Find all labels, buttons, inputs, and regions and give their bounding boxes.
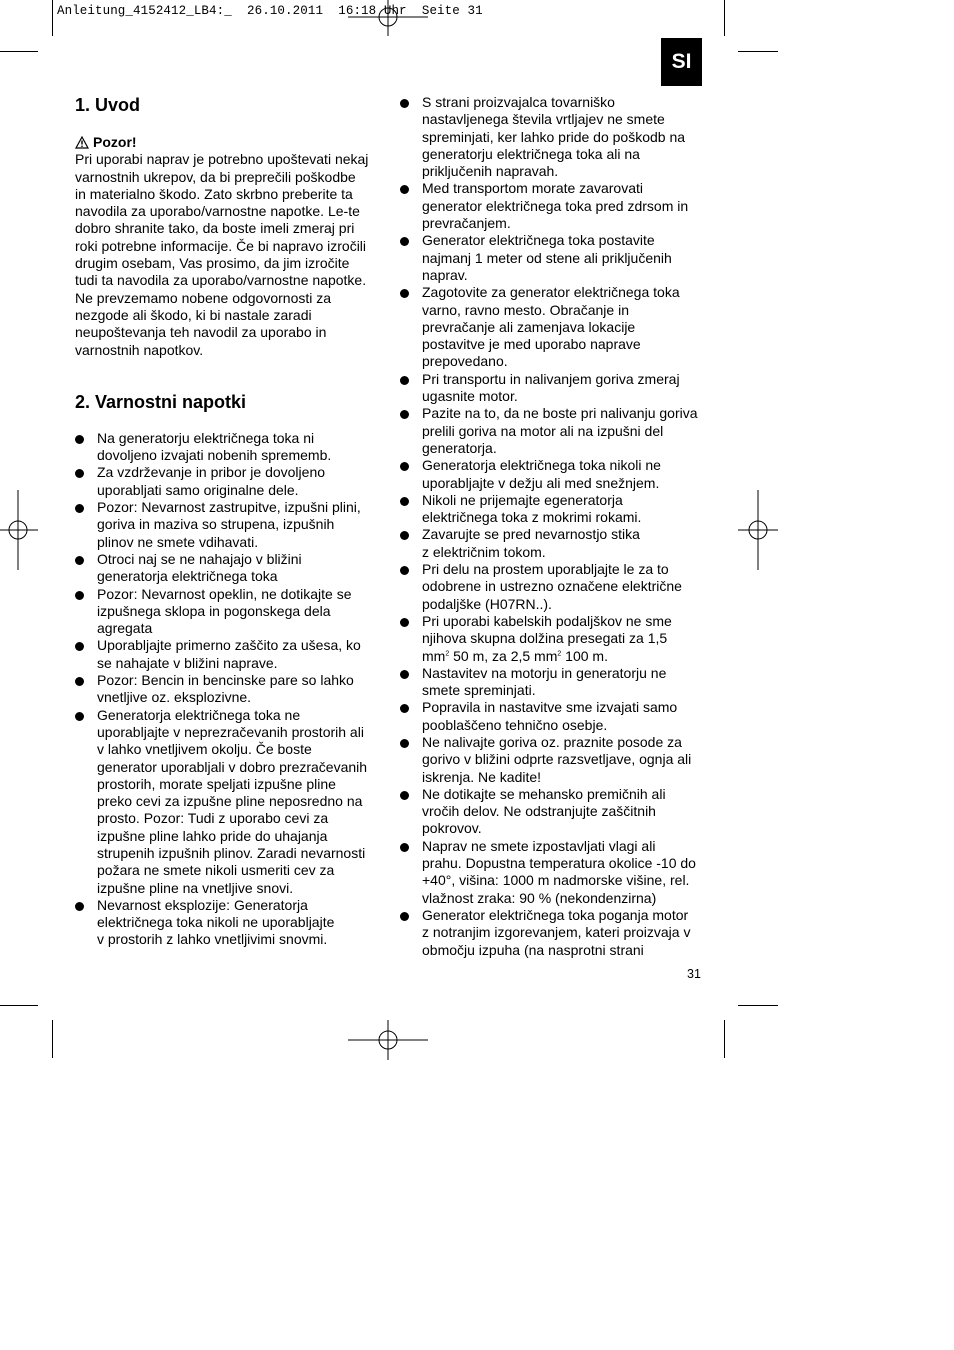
list-item [400,786,705,838]
list-item-line: Med transportom morate zavarovati [422,180,643,197]
bullet-dot [75,902,84,911]
intro-line: varnostnih napotkov. [75,341,204,358]
list-item-line: Generatorja električnega toka ne [97,706,301,723]
list-item-line: Pri delu na prostem uporabljajte le za to [422,561,669,578]
list-item [400,734,705,786]
bullet-dot [400,99,409,108]
list-item-line: goriva in maziva so strupena, izpušnih [97,516,335,533]
list-item-line: gorivo v bližini odprte razsvetljave, ognja ali [422,751,692,768]
list-item [400,232,705,284]
list-item-line: odobrene in ustrezno označene električne [422,578,682,595]
list-item-line: požara ne smete nikoli usmeriti cev za [97,862,335,879]
list-item-line: nastavljenega števila vrtljajev ne smete [422,111,665,128]
list-item-line: Otroci naj se ne nahajajo v bližini [97,550,302,567]
list-item [75,707,377,897]
intro-line: nezgode ali škodo, ki bi nastale zaradi [75,306,312,323]
intro-line: Pri uporabi naprav je potrebno upoštevati nekaj [75,151,369,168]
intro-line: varnostnih ukrepov, da bi preprečili poškodbe [75,168,356,185]
list-item-line: Ne dotikajte se mehansko premičnih ali [422,785,666,802]
bullet-dot [75,677,84,686]
right-column [400,94,705,959]
list-item-line: naprav. [422,266,468,283]
list-item-line: pooblaščeno tehnično osebje. [422,716,608,733]
safety-list-right-after [400,665,705,959]
bullet-dot [75,712,84,721]
warning-triangle-icon [75,136,89,149]
list-item [400,457,705,492]
bullet-dot [400,376,409,385]
intro-line: drugim osebam, Vas prosimo, da jim izročite [75,255,350,272]
list-item-line: Zavarujte se pred nevarnostjo stika [422,526,640,543]
list-item-line: plinov ne smete vdihavati. [97,533,259,550]
bullet-dot [400,462,409,471]
list-item [75,672,377,707]
list-item-line: generator uporabljali v dobro prezračevanih [97,758,368,775]
list-item [400,371,705,406]
list-item-line: dovoljeno izvajati nobenih sprememb. [97,447,332,464]
list-item-line: pokrovov. [422,820,482,837]
bullet-dot [75,642,84,651]
bullet-dot [400,185,409,194]
list-item-line: izpušne pline lahko pride do uhajanja [97,827,328,844]
list-item [75,551,377,586]
bullet-dot [400,704,409,713]
list-item-line: z električnim tokom. [422,543,546,560]
crop-mark [52,1020,53,1058]
list-item-line: Pozor: Bencin in bencinske pare so lahko [97,672,354,689]
list-item-line: Generatorja električnega toka nikoli ne [422,457,661,474]
bullet-dot [400,618,409,627]
list-item-line: v prostorih z lahko vnetljivimi snovmi. [97,931,328,948]
list-item-line: Za vzdrževanje in pribor je dovoljeno [97,464,326,481]
intro-line: neupoštevanja teh navodil za uporabo in [75,324,327,341]
list-item-line: Zagotovite za generator električnega toka [422,284,680,301]
list-item-line: Pozor: Nevarnost opeklin, ne dotikajte se [97,585,352,602]
registration-mark-left [0,490,38,570]
list-item [400,284,705,370]
list-item [400,94,705,180]
list-item [75,637,377,672]
list-item [75,430,377,465]
superscript: 2 [557,649,562,657]
list-item-line: Nevarnost eksplozije: Generatorja [97,896,308,913]
list-item-line: Generator električnega toka postavite [422,232,655,249]
list-item-line: Pazite na to, da ne boste pri nalivanju goriva [422,405,698,422]
registration-mark-right [738,490,778,570]
list-item [400,613,705,665]
list-item [75,499,377,551]
bullet-dot [75,591,84,600]
section-title-safety: 2. Varnostni napotki [75,391,247,412]
bullet-dot [400,566,409,575]
list-item-line: prevračanjem. [422,215,511,232]
list-item [400,838,705,907]
list-item-line: najmanj 1 meter od stene ali priključenih [422,249,672,266]
bullet-dot [75,504,84,513]
bullet-dot [400,497,409,506]
bullet-dot [400,237,409,246]
warning-title: Pozor! [93,134,137,150]
list-item [400,699,705,734]
list-item [400,907,705,959]
list-item-line: izpušnega sklopa in pogonskega dela [97,602,331,619]
list-item-line: uporabljajte v dežju ali med snežnjem. [422,474,660,491]
bullet-dot [400,791,409,800]
list-item-line: električnega toka z mokrimi rokami. [422,509,642,526]
list-item-line: območju izpuha (na nasprotni strani [422,941,644,958]
list-item-line: uporabljati samo originalne dele. [97,481,299,498]
safety-list-left [75,430,377,949]
list-item-line: spreminjati, ker lahko pride do poškodb na [422,128,686,145]
list-item-line: 100 m. [561,647,608,664]
list-item [75,897,377,949]
language-badge: SI [661,38,702,86]
list-item-line: vročih delov. Ne odstranjujte zaščitnih [422,803,656,820]
list-item-line: Generator električnega toka poganja motor [422,906,689,923]
intro-line: navodila za uporabo/varnostne napotke. Le-te [75,203,360,220]
list-item-line: prevračanje ali zamenjava lokacije [422,318,636,335]
bullet-dot [75,469,84,478]
list-item-line: Pozor: Nevarnost zastrupitve, izpušni plini, [97,499,361,516]
intro-paragraph [75,151,377,359]
bullet-dot [400,531,409,540]
list-item [400,526,705,561]
bullet-dot [400,670,409,679]
list-item-line: vlažnost zraka: 90 % (nekondenzirna) [422,889,657,906]
intro-line: roki potrebne informacije. Če bi napravo izročili [75,237,367,254]
crop-mark [738,1005,778,1006]
list-item-line: Ne nalivajte goriva oz. praznite posode za [422,733,682,750]
safety-list-right [400,94,705,613]
page-number: 31 [687,967,701,981]
list-item-line: uporabljajte v neprezračevanih prostorih ali [97,723,364,740]
list-item-line: iskrenja. Ne kadite! [422,768,542,785]
registration-mark-bottom [348,1020,428,1060]
list-item-line: izpušne pline na vnetljive snovi. [97,879,294,896]
list-item-line: prosto. Pozor: Tudi z uporabo cevi za [97,810,329,827]
list-item-line: generatorja. [422,439,497,456]
list-item-line: Pri uporabi kabelskih podaljškov ne sme [422,612,672,629]
list-item-line: Pri transportu in nalivanjem goriva zmeraj [422,370,680,387]
list-item [400,405,705,457]
bullet-dot [400,843,409,852]
bullet-dot [75,556,84,565]
crop-mark [0,1005,38,1006]
list-item-line: njihova skupna dolžina presegati za 1,5 [422,630,668,647]
crop-mark [738,51,778,52]
section-title-intro: 1. Uvod [75,95,141,115]
safety-list-right-cable [400,613,705,665]
list-item-line: +40°, višina: 1000 m nadmorske višine, rel. [422,872,690,889]
intro-line: tudi ta navodila za uporabo/varnostne napotke. [75,272,367,289]
intro-line: dobro shranite tako, da boste imeli zmeraj pri [75,220,355,237]
list-item-line: z notranjim izgorevanjem, kateri proizvaja v [422,924,691,941]
list-item-line: smete spreminjati. [422,682,536,699]
bullet-dot [75,435,84,444]
list-item-line: generator električnega toka pred zdrsom in [422,197,689,214]
list-item [400,665,705,700]
list-item-line: Popravila in nastavitve sme izvajati samo [422,699,678,716]
list-item-line: postavitve je med uporabo naprave [422,336,641,353]
intro-line: Ne prevzemamo nobene odgovornosti za [75,289,332,306]
list-item-line: Nikoli ne prijemajte egeneratorja [422,491,623,508]
bullet-dot [400,739,409,748]
list-item-line: Naprav ne smete izpostavljati vlagi ali [422,837,656,854]
list-item-line: agregata [97,620,153,637]
bullet-dot [400,912,409,921]
list-item-line: Nastavitev na motorju in generatorju ne [422,664,667,681]
list-item-line: Na generatorju električnega toka ni [97,429,315,446]
list-item-line: S strani proizvajalca tovarniško [422,94,615,110]
bullet-dot [400,410,409,419]
warning-heading [75,134,377,151]
list-item-line: mm [422,647,446,664]
crop-mark [724,1020,725,1058]
list-item-line: prelili goriva na motor ali na izpušni del [422,422,664,439]
list-item-line: generatorju električnega toka ali na [422,145,640,162]
list-item-line: priključenih napravah. [422,163,559,180]
bullet-dot [400,289,409,298]
superscript: 2 [445,649,450,657]
list-item-line: strupenih izpušnih plinov. Zaradi nevarnosti [97,844,366,861]
print-header: Anleitung_4152412_LB4:_ 26.10.2011 16:18 Uhr Seite 31 [57,4,483,18]
registration-mark-top [348,0,428,36]
list-item-line: 50 m, za 2,5 mm [449,647,558,664]
list-item [75,464,377,499]
left-column [75,94,377,949]
list-item-line: podaljške (H07RN..). [422,595,552,612]
crop-mark [0,51,38,52]
list-item [400,561,705,613]
list-item-line: prahu. Dopustna temperatura okolice -10 do [422,855,696,872]
list-item-line: prostorih, morate speljati izpušne pline [97,775,336,792]
list-item-line: varno, ravno mesto. Obračanje in [422,301,629,318]
crop-mark [52,0,53,36]
list-item [400,492,705,527]
list-item-line: prepovedano. [422,353,508,370]
list-item-line: električnega toka nikoli ne uporabljajte [97,914,335,931]
list-item-line: preko cevi za izpušne pline neposredno na [97,793,363,810]
list-item [75,586,377,638]
crop-mark [724,0,725,36]
list-item [400,180,705,232]
list-item-line: v lahko vnetljivem okolju. Če boste [97,741,312,758]
list-item-line: ugasnite motor. [422,388,518,405]
intro-line: in materialno škodo. Zato skrbno preberite ta [75,185,353,202]
list-item-line: generatorja električnega toka [97,568,278,585]
list-item-line: Uporabljajte primerno zaščito za ušesa, ko [97,637,361,654]
list-item-line: se nahajate v bližini naprave. [97,654,278,671]
list-item-line: vnetljive oz. eksplozivne. [97,689,252,706]
